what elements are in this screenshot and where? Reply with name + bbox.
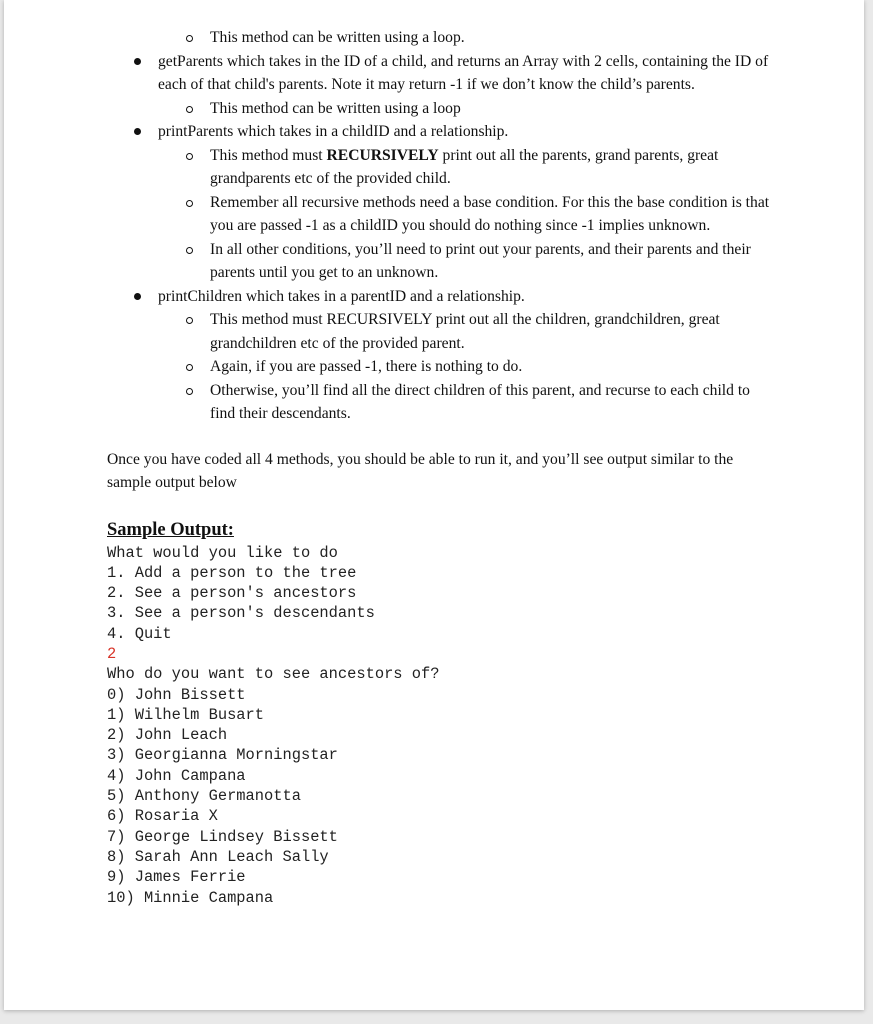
sub-bullet-printchildren-base: Again, if you are passed -1, there is nothing to do. (107, 355, 777, 379)
person-option: 2) John Leach (107, 726, 228, 745)
person-option: 5) Anthony Germanotta (107, 787, 301, 806)
person-option: 0) John Bissett (107, 685, 246, 704)
document-page (4, 0, 864, 1010)
menu-item: 2. See a person's ancestors (107, 584, 357, 603)
bullet-printchildren: printChildren which takes in a parentID and a relationship. (107, 285, 777, 309)
sub-bullet-printparents-base: Remember all recursive methods need a base condition. For this the base condition is that you are passed -1 as a childID you should do nothing since -1 implies unknown. (107, 191, 777, 238)
sub-bullet-printparents-other: In all other conditions, you’ll need to print out your parents, and their parents and their parents until you get to an unknown. (107, 238, 777, 285)
user-input: 2 (107, 644, 117, 663)
person-option: 3) Georgianna Morningstar (107, 746, 338, 765)
person-option: 9) James Ferrie (107, 868, 246, 887)
console-prompt: What would you like to do (107, 543, 338, 562)
person-option: 4) John Campana (107, 766, 246, 785)
console-output (107, 543, 777, 908)
sub-bullet-printchildren-other: Otherwise, you’ll find all the direct children of this parent, and recurse to each child to find their descendants. (107, 379, 777, 426)
sample-output-heading: Sample Output: (107, 519, 234, 540)
console-question: Who do you want to see ancestors of? (107, 665, 440, 684)
bullet-printparents: printParents which takes in a childID and a relationship. (107, 120, 777, 144)
person-option: 10) Minnie Campana (107, 888, 274, 907)
sub-bullet-printchildren-recursive: This method must RECURSIVELY print out all the children, grandchildren, great grandchildren etc of the provided parent. (107, 308, 777, 355)
instruction-paragraph: Once you have coded all 4 methods, you should be able to run it, and you’ll see output similar to the sample output below (107, 450, 734, 491)
person-option: 6) Rosaria X (107, 807, 218, 826)
menu-item: 3. See a person's descendants (107, 604, 375, 623)
sub-bullet-loop-1: This method can be written using a loop. (107, 26, 777, 50)
method-list (107, 26, 777, 426)
person-option: 8) Sarah Ann Leach Sally (107, 847, 329, 866)
person-option: 1) Wilhelm Busart (107, 705, 265, 724)
document-body (107, 26, 777, 908)
person-option: 7) George Lindsey Bissett (107, 827, 338, 846)
sub-bullet-loop-2: This method can be written using a loop (107, 97, 777, 121)
menu-item: 1. Add a person to the tree (107, 563, 357, 582)
bullet-getparents: getParents which takes in the ID of a child, and returns an Array with 2 cells, containing the ID of each of that child's parents. Note it may return -1 if we don’t know the child’s parents. (107, 50, 777, 97)
menu-item: 4. Quit (107, 624, 172, 643)
bold-recursively: RECURSIVELY (326, 146, 439, 164)
sub-bullet-printparents-recursive: This method must RECURSIVELY print out all the parents, grand parents, great grandparents etc of the provided child. (107, 144, 777, 191)
